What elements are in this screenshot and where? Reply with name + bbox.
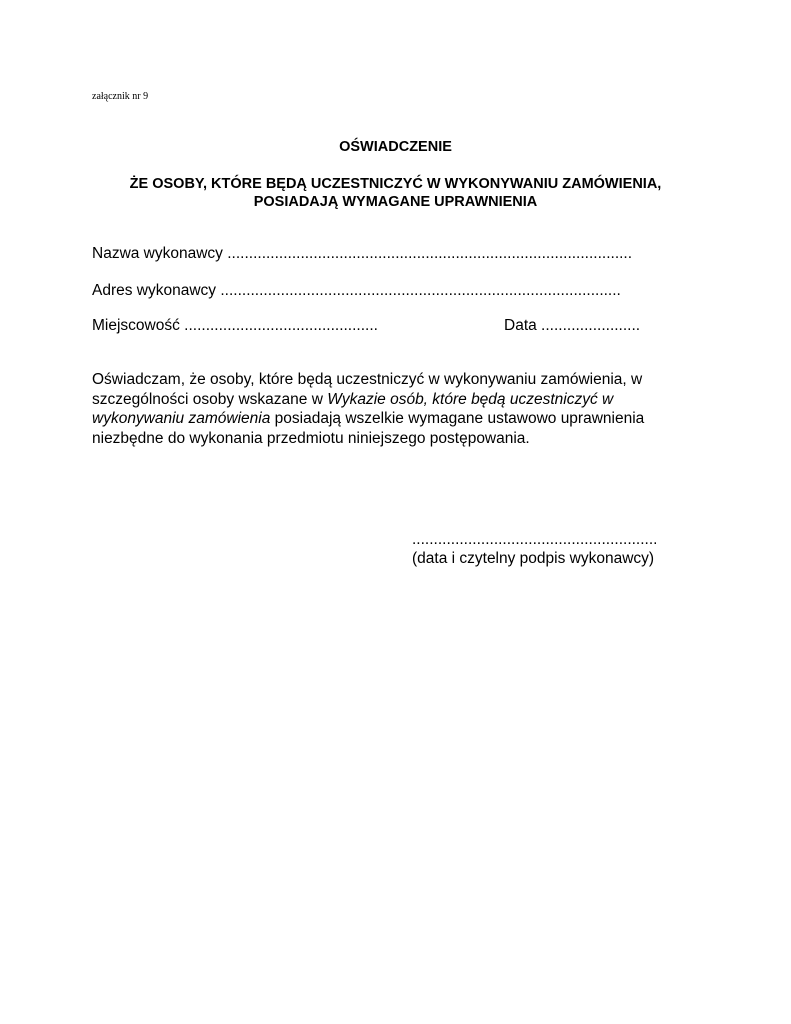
annex-number: załącznik nr 9 (92, 91, 149, 102)
contractor-name-field: Nazwa wykonawcy .............................................................................................. (92, 245, 633, 262)
subtitle-line-1: ŻE OSOBY, KTÓRE BĘDĄ UCZESTNICZYĆ W WYKONYWANIU ZAMÓWIENIA, (129, 176, 662, 192)
place-field: Miejscowość ............................................. (92, 317, 378, 334)
statement-line-2-text: szczególności osoby wskazane w (92, 390, 328, 408)
statement-line-2 (92, 390, 672, 410)
subtitle-line-2: POSIADAJĄ WYMAGANE UPRAWNIENIA (253, 194, 538, 210)
statement-line-3-text: posiadają wszelkie wymagane ustawowo uprawnienia (270, 410, 645, 427)
statement-line-3 (92, 409, 672, 429)
statement-line-3-italic: wykonywaniu zamówienia (92, 410, 271, 427)
statement-line-2-italic: Wykazie osób, które będą uczestniczyć w (327, 390, 614, 408)
document-subtitle (0, 175, 791, 211)
statement-line-4: niezbędne do wykonania przedmiotu niniejszego postępowania. (92, 429, 530, 447)
signature-block (412, 530, 657, 568)
signature-caption: (data i czytelny podpis wykonawcy) (412, 550, 655, 567)
statement-line-1: Oświadczam, że osoby, które będą uczestniczyć w wykonywaniu zamówienia, w (92, 371, 643, 388)
statement-paragraph (92, 370, 672, 448)
document-title: OŚWIADCZENIE (339, 139, 452, 155)
date-field: Data ....................... (504, 317, 641, 334)
signature-line: ......................................................... (412, 531, 658, 548)
contractor-address-field: Adres wykonawcy ............................................................................................. (92, 282, 621, 299)
